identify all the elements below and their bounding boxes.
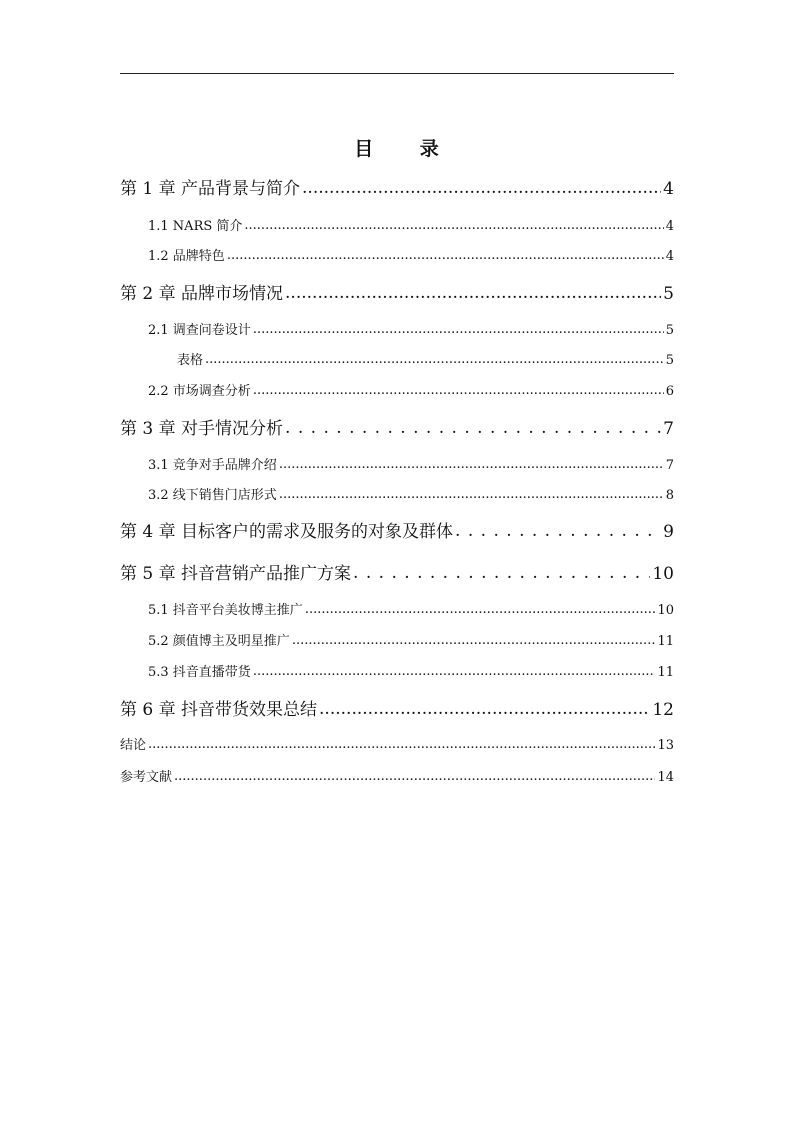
- toc-entry-page: 7: [665, 458, 674, 473]
- toc-entry-page: 11: [657, 634, 674, 649]
- toc-entry-references[interactable]: [120, 769, 674, 787]
- toc-entry-chapter-3[interactable]: [120, 418, 674, 440]
- toc-entry-label: 第 4 章 目标客户的需求及服务的对象及群体: [120, 522, 454, 542]
- toc-entry-page: 10: [652, 564, 674, 584]
- toc-entry-section-5-1[interactable]: [148, 602, 674, 620]
- toc-entry-page: 8: [665, 488, 674, 503]
- toc-entry-label: 3.1 竞争对手品牌介绍: [148, 458, 277, 473]
- toc-leader-dots: [292, 632, 656, 650]
- toc-entry-section-2-2[interactable]: [148, 383, 674, 401]
- toc-entry-section-5-3[interactable]: [148, 664, 674, 682]
- toc-entry-label: 第 2 章 品牌市场情况: [120, 284, 284, 304]
- toc-entry-conclusion[interactable]: [120, 737, 674, 755]
- toc-leader-dots: [302, 177, 661, 199]
- toc-entry-page: 4: [665, 249, 674, 264]
- toc-leader-dots: [285, 417, 661, 439]
- toc-entry-page: 12: [652, 700, 674, 720]
- toc-entry-section-3-2[interactable]: [148, 487, 674, 505]
- toc-entry-page: 13: [657, 738, 674, 753]
- toc-entry-table[interactable]: [177, 352, 674, 370]
- toc-entry-section-2-1[interactable]: [148, 322, 674, 340]
- toc-leader-dots: [279, 456, 664, 474]
- toc-entry-section-3-1[interactable]: [148, 457, 674, 475]
- toc-entry-page: 5: [665, 323, 674, 338]
- toc-entry-section-5-2[interactable]: [148, 633, 674, 651]
- header-rule: [120, 73, 674, 74]
- toc-entry-page: 4: [663, 179, 674, 199]
- toc-entry-page: 6: [665, 384, 674, 399]
- toc-entry-page: 7: [663, 419, 674, 439]
- toc-entry-page: 4: [665, 219, 674, 234]
- toc-leader-dots: [174, 768, 655, 786]
- toc-entry-page: 9: [663, 522, 674, 542]
- toc-entry-chapter-5[interactable]: [120, 563, 674, 585]
- toc-leader-dots: [285, 282, 661, 304]
- toc-leader-dots: [279, 486, 664, 504]
- toc-leader-dots: [227, 247, 664, 265]
- toc-entry-label: 第 3 章 对手情况分析: [120, 419, 284, 439]
- toc-leader-dots: [253, 663, 656, 681]
- toc-entry-section-1-2[interactable]: [148, 248, 674, 266]
- toc-leader-dots: [319, 698, 650, 720]
- toc-entry-label: 2.2 市场调查分析: [148, 384, 251, 399]
- toc-entry-label: 第 6 章 抖音带货效果总结: [120, 700, 318, 720]
- toc-entry-label: 结论: [120, 738, 147, 753]
- toc-entry-label: 5.2 颜值博主及明星推广: [148, 634, 290, 649]
- toc-entry-label: 第 5 章 抖音营销产品推广方案: [120, 564, 352, 584]
- toc-entry-section-1-1[interactable]: [148, 218, 674, 236]
- toc-entry-label: 2.1 调查问卷设计: [148, 323, 251, 338]
- toc-entry-chapter-2[interactable]: [120, 283, 674, 305]
- toc-entry-label: 表格: [177, 353, 204, 368]
- toc-entry-chapter-4[interactable]: [120, 521, 674, 543]
- toc-entry-label: 5.3 抖音直播带货: [148, 665, 251, 680]
- toc-entry-label: 3.2 线下销售门店形式: [148, 488, 277, 503]
- toc-entry-label: 1.2 品牌特色: [148, 249, 225, 264]
- toc-entry-page: 10: [657, 603, 674, 618]
- toc-leader-dots: [148, 736, 655, 754]
- toc-leader-dots: [205, 351, 664, 369]
- toc-leader-dots: [253, 321, 664, 339]
- toc-leader-dots: [305, 601, 656, 619]
- toc-entry-page: 5: [665, 353, 674, 368]
- toc-entry-label: 参考文献: [120, 770, 173, 785]
- toc-entry-chapter-6[interactable]: [120, 699, 674, 721]
- toc-leader-dots: [455, 520, 661, 542]
- toc-leader-dots: [253, 382, 664, 400]
- toc-entry-label: 5.1 抖音平台美妆博主推广: [148, 603, 303, 618]
- toc-entry-label: 第 1 章 产品背景与简介: [120, 179, 301, 199]
- toc-entry-page: 11: [657, 665, 674, 680]
- toc-entry-page: 14: [657, 770, 674, 785]
- page-title: 目 录: [354, 138, 459, 160]
- toc-leader-dots: [244, 217, 663, 235]
- toc-entry-label: 1.1 NARS 简介: [148, 219, 243, 234]
- toc-leader-dots: [353, 562, 650, 584]
- toc-entry-page: 5: [663, 284, 674, 304]
- toc-entry-chapter-1[interactable]: [120, 178, 674, 200]
